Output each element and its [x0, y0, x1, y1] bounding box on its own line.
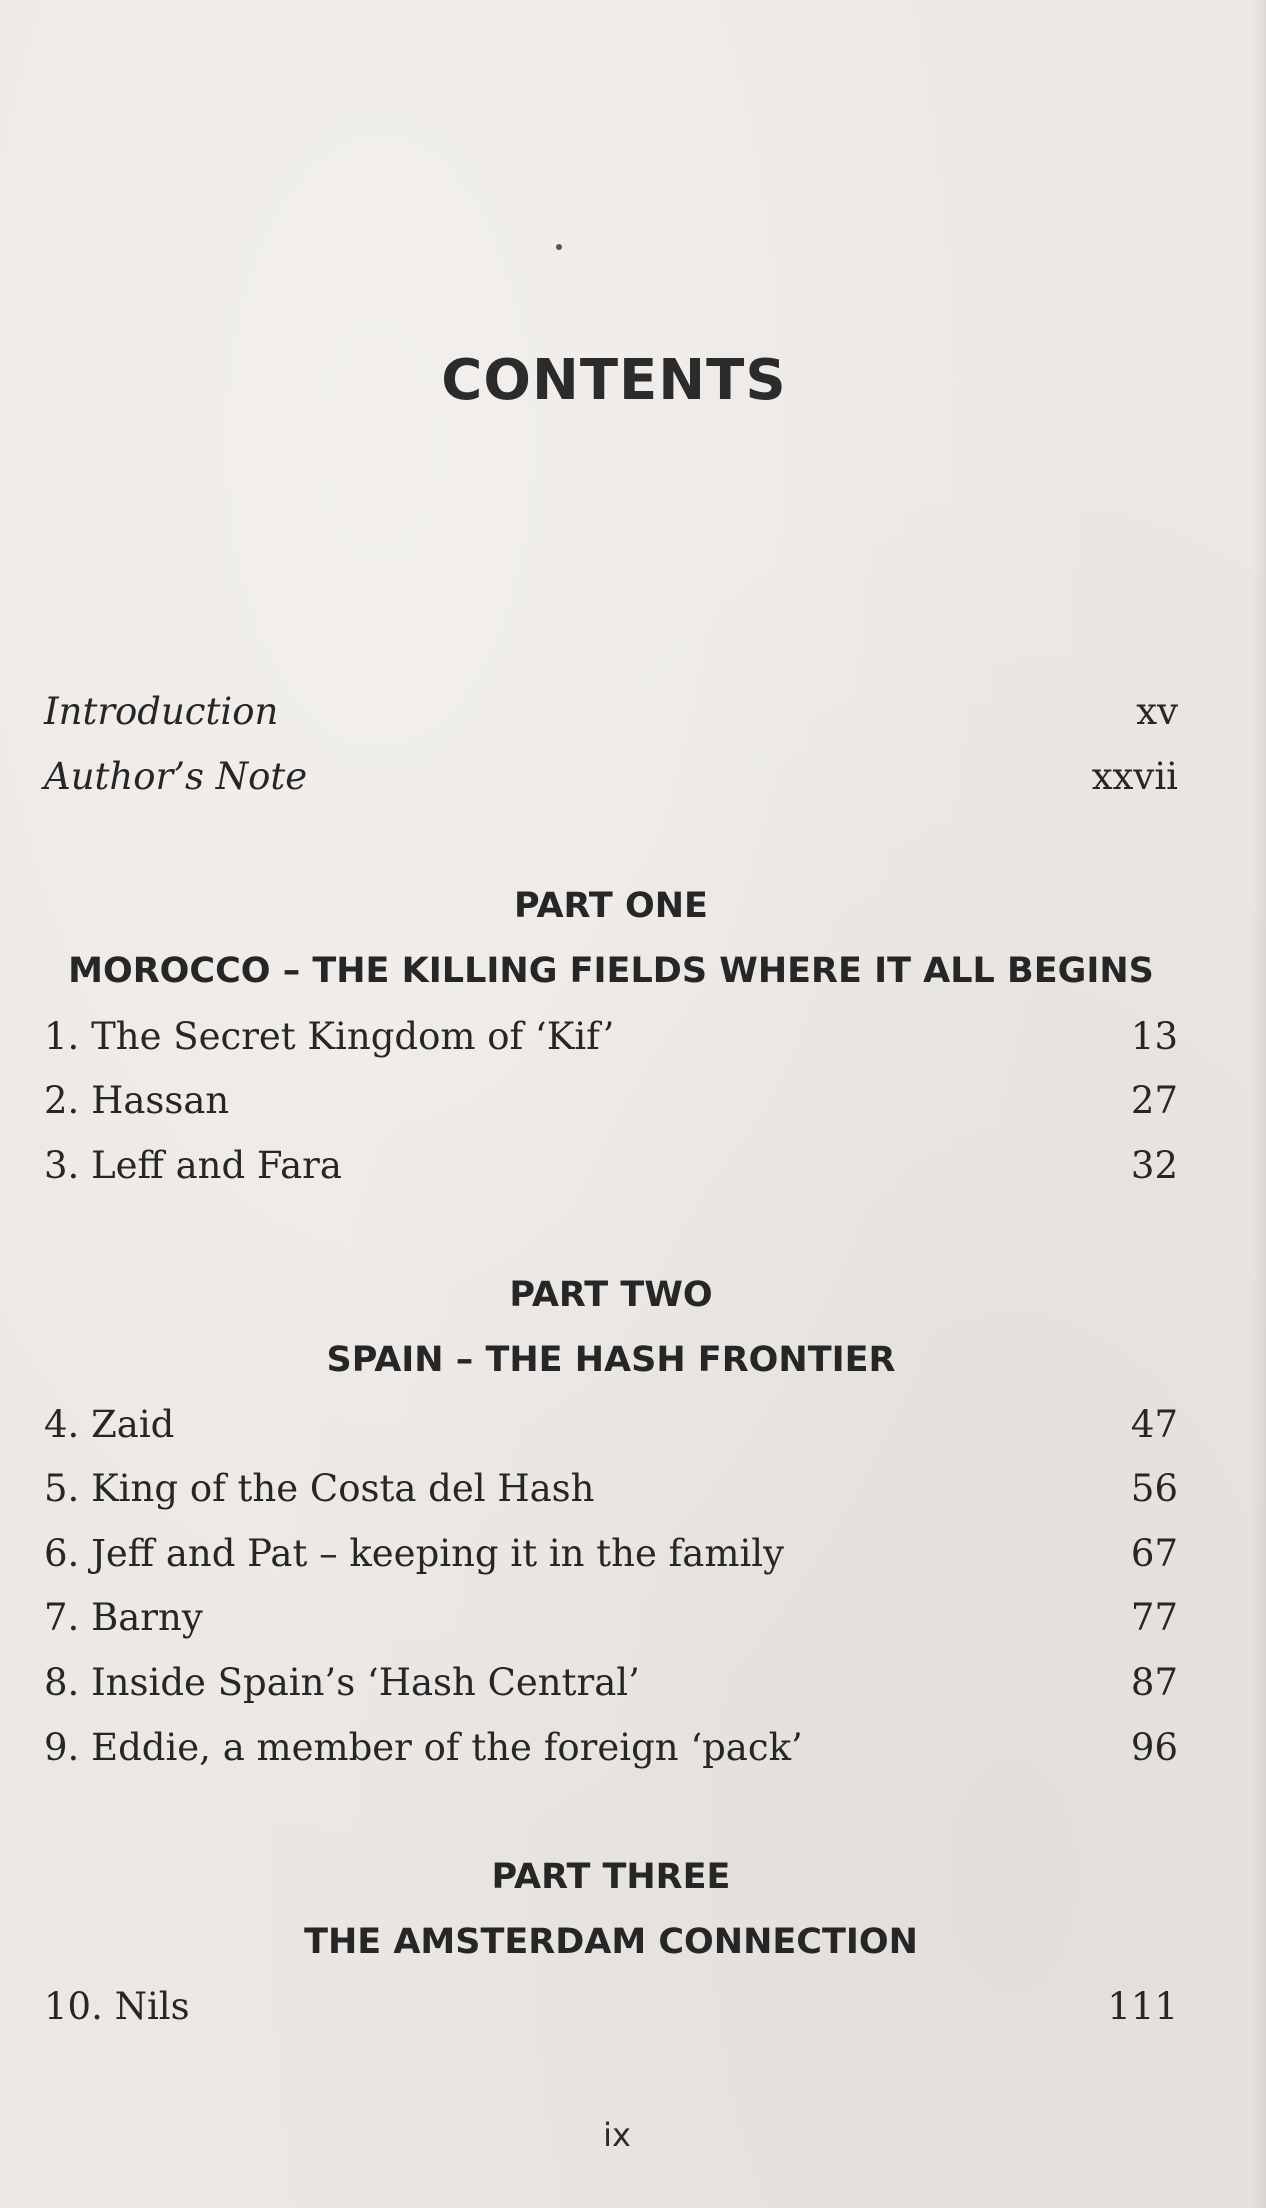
page-edge-shadow [1252, 0, 1266, 2208]
page-number: ix [603, 2116, 631, 2154]
toc-entry-label: 8. Inside Spain’s ‘Hash Central’ [44, 1661, 640, 1704]
ink-speck [556, 244, 562, 250]
toc-entry-page: 77 [1130, 1596, 1178, 1639]
toc-entry [44, 1012, 1178, 1062]
part-label: PART TWO [509, 1275, 713, 1315]
toc-entry-page: 47 [1130, 1403, 1178, 1446]
toc-entry [44, 1400, 1178, 1450]
page-title: CONTENTS [441, 348, 787, 413]
part-label: PART THREE [491, 1857, 731, 1897]
toc-entry-label: 4. Zaid [44, 1403, 175, 1446]
toc-entry-introduction [44, 687, 1178, 737]
toc-entry-label: 7. Barny [44, 1596, 203, 1639]
toc-entry [44, 1982, 1178, 2032]
part-title: THE AMSTERDAM CONNECTION [304, 1922, 918, 1962]
part-title: SPAIN – THE HASH FRONTIER [326, 1340, 896, 1380]
toc-entry [44, 1464, 1178, 1514]
part-title: MOROCCO – THE KILLING FIELDS WHERE IT ALL BEGINS [68, 951, 1154, 991]
part-label: PART ONE [514, 886, 708, 926]
toc-entry-label: 5. King of the Costa del Hash [44, 1467, 595, 1510]
toc-entry [44, 1529, 1178, 1579]
toc-entry-label: 1. The Secret Kingdom of ‘Kif’ [44, 1015, 615, 1058]
toc-entry-label: 6. Jeff and Pat – keeping it in the family [44, 1532, 785, 1575]
toc-entry [44, 1593, 1178, 1643]
toc-entry [44, 1141, 1178, 1191]
toc-entry [44, 1658, 1178, 1708]
toc-entry-label: Author’s Note [44, 755, 308, 798]
toc-entry-label: Introduction [44, 690, 279, 733]
toc-entry-page: 87 [1130, 1661, 1178, 1704]
toc-entry-page: 32 [1130, 1144, 1178, 1187]
toc-entry [44, 1076, 1178, 1126]
toc-entry-page: xv [1136, 690, 1178, 733]
toc-entry-page: xxvii [1091, 755, 1178, 798]
toc-entry-page: 67 [1130, 1532, 1178, 1575]
toc-entry-label: 9. Eddie, a member of the foreign ‘pack’ [44, 1726, 803, 1769]
toc-entry-label: 2. Hassan [44, 1079, 230, 1122]
toc-entry-label: 10. Nils [44, 1985, 190, 2028]
toc-entry-page: 27 [1130, 1079, 1178, 1122]
toc-entry [44, 1723, 1178, 1773]
toc-entry-authors-note [44, 752, 1178, 802]
toc-entry-page: 56 [1130, 1467, 1178, 1510]
toc-entry-page: 111 [1107, 1985, 1178, 2028]
toc-entry-page: 96 [1130, 1726, 1178, 1769]
toc-entry-label: 3. Leff and Fara [44, 1144, 342, 1187]
toc-entry-page: 13 [1130, 1015, 1178, 1058]
